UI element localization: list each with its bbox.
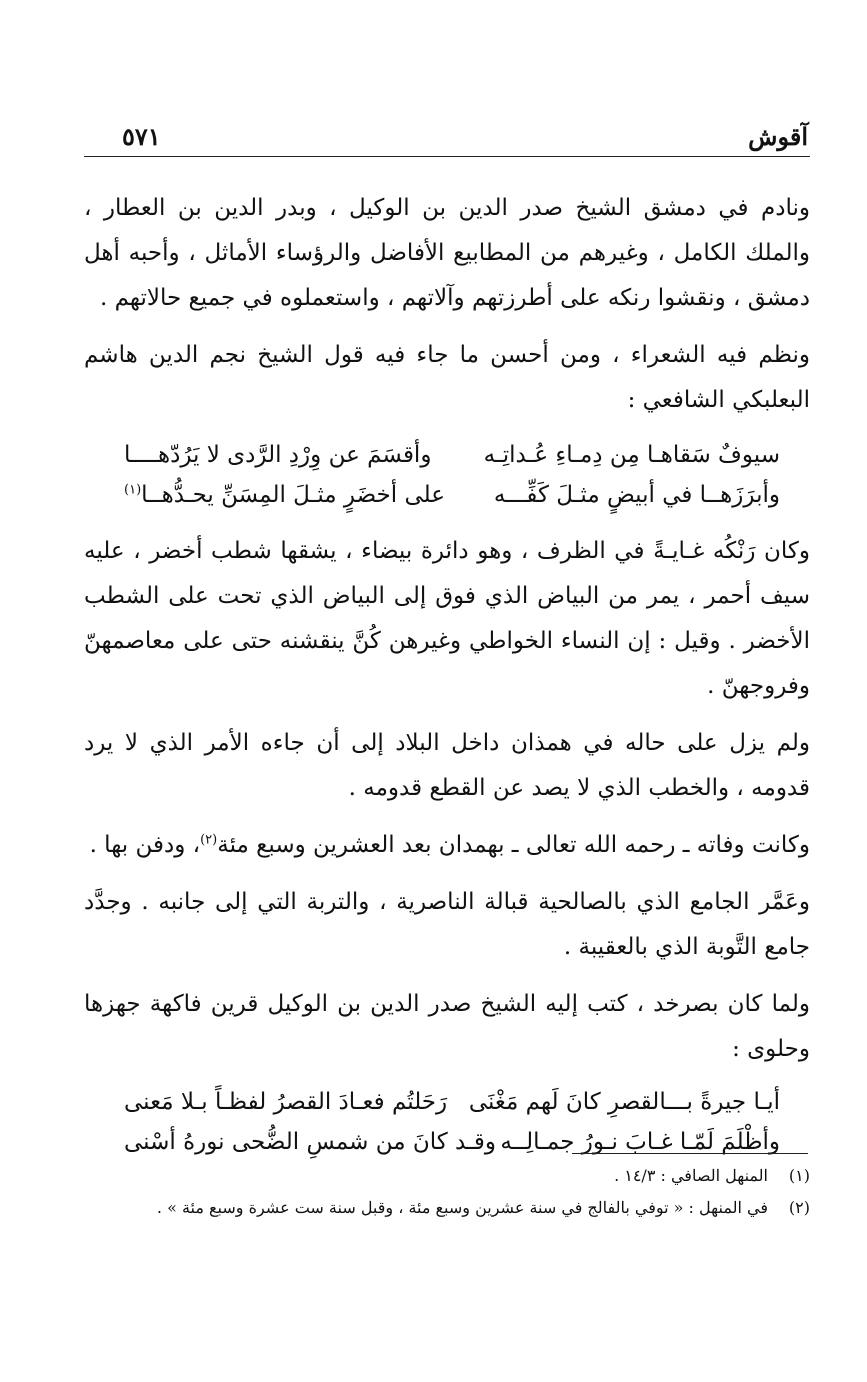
verse-hemistich: [124, 475, 445, 515]
footnote-ref-2: (٢): [200, 832, 218, 848]
verse-hemistich: وأقسَمَ عن وِرْدِ الرَّدى لا يَرُدّهــــا: [124, 442, 432, 468]
page-number: ٥٧١: [122, 122, 161, 151]
verse-hemistich: وأظْلَمَ لَمّـا غـابَ نـورُ جمـالِــه: [500, 1129, 780, 1155]
page-body: [84, 186, 810, 1176]
verse-line: [84, 1122, 810, 1162]
paragraph-sarkhad: ولما كان بصرخد ، كتب إليه الشيخ صدر الدين بن الوكيل قرين فاكهة جهزها وحلوى :: [84, 991, 810, 1062]
death-text: وكانت وفاته ـ رحمه الله تعالى ـ بهمدان بعد العشرين وسبع مئة: [217, 832, 810, 858]
footnote-number: (١): [788, 1166, 810, 1185]
paragraph-hamadan: ولم يزل على حاله في همذان داخل البلاد إلى أن جاءه الأمر الذي لا يرد قدومه ، والخطب الذي لا يصد عن القطع قدومه .: [84, 730, 810, 801]
verse-hemistich: وأبرَزَهــا في أبيضٍ مثـلَ كَفِّـــه: [493, 482, 780, 508]
verse-text: على أخضَرٍ مثـلَ المِسَنِّ يحـدُّهــا: [141, 482, 445, 508]
verse-hemistich: رَحَلتُم فعـادَ القصرُ لفظـاً بـلا مَعنى: [124, 1089, 448, 1115]
poem-palace: [84, 1082, 810, 1162]
verse-hemistich: أيـا جيرةً بـــالقصرِ كانَ لَهم مَغْنَى: [468, 1089, 780, 1115]
page-header: [84, 120, 810, 157]
poem-swords: [84, 435, 810, 515]
chapter-title: آقوش: [748, 122, 808, 151]
footnote: [84, 1192, 810, 1224]
footnote-text: المنهل الصافي : ١٤/٣ .: [614, 1166, 768, 1185]
footnote-text: في المنهل : « توفي بالفالج في سنة عشرين وسبع مئة ، وقبل سنة ست عشرة وسبع مئة » .: [156, 1198, 768, 1217]
footnote: [84, 1160, 810, 1192]
paragraph-rank: وكان رَنْكُه غـايـةً في الظرف ، وهو دائرة بيضاء ، يشقها شطب أخضر ، عليه سيف أحمر ، يمر من البياض الذي فوق إلى البياض الذي تحت على الشطب الأخضر . وقيل : إن النساء الخواطي وغيرهن كُنَّ ينقشنه حتى على معاصمهنّ وفروجهنّ .: [84, 538, 810, 699]
verse-line: [84, 1082, 810, 1122]
footnote-divider: [572, 1153, 808, 1154]
footnote-number: (٢): [788, 1198, 810, 1217]
paragraph-poets: ونظم فيه الشعراء ، ومن أحسن ما جاء فيه قول الشيخ نجم الدين هاشم البعلبكي الشافعي :: [84, 342, 810, 413]
verse-line: [84, 435, 810, 475]
paragraph-death: [84, 823, 810, 868]
paragraph-damascus: ونادم في دمشق الشيخ صدر الدين بن الوكيل ، وبدر الدين بن العطار ، والملك الكامل ، وغيرهم من المطابيع الأفاضل والرؤساء الأماثل ، وأحبه أهل دمشق ، ونقشوا رنكه على أطرزتهم وآلاتهم ، واستعملوه في جميع حالاتهم .: [84, 195, 810, 311]
footnotes: [84, 1160, 810, 1224]
paragraph-mosque: وعَمَّر الجامع الذي بالصالحية قبالة الناصرية ، والتربة التي إلى جانبه . وجدَّد جامع التَّوبة الذي بالعقيبة .: [84, 889, 810, 960]
death-text-end: ، ودفن بها .: [89, 832, 201, 858]
footnote-ref-1: (١): [124, 482, 142, 498]
verse-hemistich: وقـد كانَ من شمسِ الضُّحى نورهُ أسْنى: [124, 1129, 496, 1155]
verse-hemistich: سيوفٌ سَقاهـا مِن دِمـاءِ عُـداتِـه: [483, 442, 780, 468]
verse-line: [84, 475, 810, 515]
